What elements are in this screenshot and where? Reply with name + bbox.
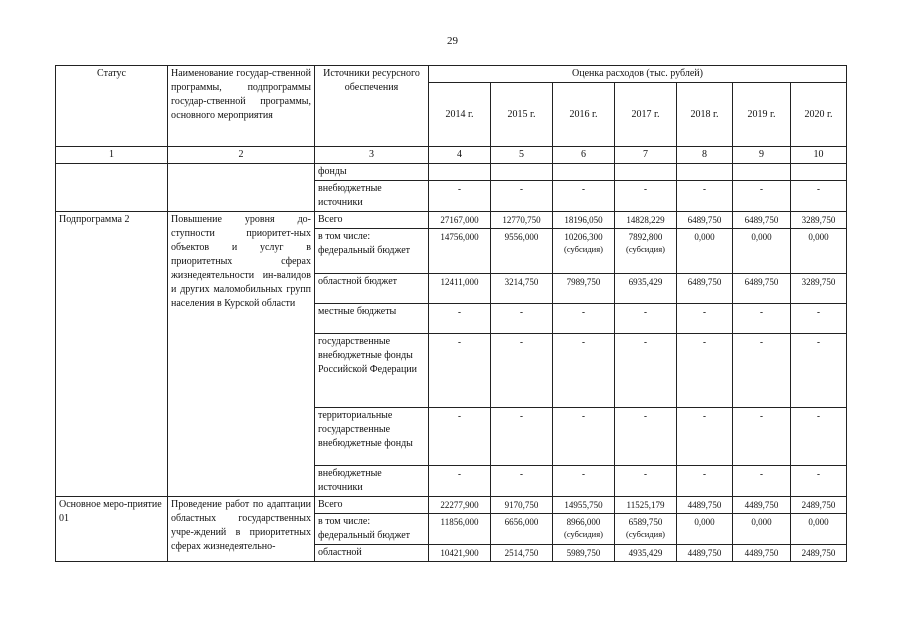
cell-value: - <box>817 307 820 317</box>
row-status: Основное меро-приятие 01 <box>56 497 168 562</box>
value-cell <box>553 497 615 514</box>
cell-value: - <box>817 184 820 194</box>
cell-value: - <box>644 184 647 194</box>
cell-note: (субсидия) <box>626 244 665 254</box>
page-number: 29 <box>447 35 458 47</box>
table-row <box>56 212 847 229</box>
value-cell <box>491 545 553 562</box>
value-cell <box>429 212 491 229</box>
cell-value: - <box>582 469 585 479</box>
cell-value: - <box>644 411 647 421</box>
cell-value: 0,000 <box>808 517 829 527</box>
cell-value: - <box>458 307 461 317</box>
cell-value: 2489,750 <box>801 500 836 510</box>
cell-value: - <box>644 307 647 317</box>
cell-value: 14756,000 <box>440 232 479 242</box>
value-cell <box>791 514 847 545</box>
value-cell <box>615 497 677 514</box>
value-cell <box>791 334 847 408</box>
value-cell <box>491 304 553 334</box>
value-cell <box>733 229 791 274</box>
header-status: Статус <box>56 66 168 147</box>
cell-value: 3289,750 <box>801 277 836 287</box>
value-cell <box>733 466 791 497</box>
row-source: государственные внебюджетные фонды Российской Федерации <box>315 334 429 408</box>
cell-value: 6489,750 <box>744 215 779 225</box>
value-cell <box>791 164 847 181</box>
cell-value: 4489,750 <box>687 548 722 558</box>
value-cell <box>791 181 847 212</box>
value-cell <box>491 514 553 545</box>
cell-value: - <box>760 184 763 194</box>
value-cell <box>677 181 733 212</box>
row-source: фонды <box>315 164 429 181</box>
value-cell <box>429 334 491 408</box>
column-index: 8 <box>677 147 733 164</box>
cell-value: - <box>817 411 820 421</box>
cell-value: 12411,000 <box>440 277 479 287</box>
value-cell <box>677 274 733 304</box>
value-cell <box>429 181 491 212</box>
cell-value: 7892,800 <box>628 232 663 242</box>
cell-value: 9556,000 <box>504 232 539 242</box>
cell-value: 11856,000 <box>440 517 479 527</box>
cell-value: - <box>760 307 763 317</box>
value-cell <box>677 334 733 408</box>
value-cell <box>553 212 615 229</box>
value-cell <box>733 334 791 408</box>
value-cell <box>733 212 791 229</box>
value-cell <box>491 466 553 497</box>
value-cell <box>491 164 553 181</box>
value-cell <box>553 514 615 545</box>
cell-value: 6489,750 <box>744 277 779 287</box>
cell-value: 27167,000 <box>440 215 479 225</box>
value-cell <box>615 334 677 408</box>
value-cell <box>677 514 733 545</box>
cell-value: 11525,179 <box>626 500 665 510</box>
row-source: в том числе: федеральный бюджет <box>315 514 429 545</box>
cell-note: (субсидия) <box>564 244 603 254</box>
header-year: 2015 г. <box>491 83 553 147</box>
cell-note: (субсидия) <box>564 529 603 539</box>
row-source: Всего <box>315 212 429 229</box>
cell-value: - <box>817 469 820 479</box>
value-cell <box>733 164 791 181</box>
cell-value: - <box>582 184 585 194</box>
cell-value: 6589,750 <box>628 517 663 527</box>
value-cell <box>553 304 615 334</box>
value-cell <box>733 304 791 334</box>
table-row <box>56 497 847 514</box>
header-year: 2019 г. <box>733 83 791 147</box>
cell-value: 6935,429 <box>628 277 663 287</box>
header-year: 2017 г. <box>615 83 677 147</box>
cell-value: 6656,000 <box>504 517 539 527</box>
row-source: областной бюджет <box>315 274 429 304</box>
cell-value: 0,000 <box>751 517 772 527</box>
cell-value: 4489,750 <box>744 548 779 558</box>
value-cell <box>615 408 677 466</box>
cell-value: 3214,750 <box>504 277 539 287</box>
value-cell <box>429 229 491 274</box>
row-source: Всего <box>315 497 429 514</box>
header-row-1 <box>56 66 847 83</box>
cell-value: - <box>760 337 763 347</box>
cell-value: 14828,229 <box>626 215 665 225</box>
value-cell <box>429 514 491 545</box>
value-cell <box>615 274 677 304</box>
value-cell <box>677 497 733 514</box>
value-cell <box>491 408 553 466</box>
cell-value: 9170,750 <box>504 500 539 510</box>
value-cell <box>677 212 733 229</box>
column-index: 9 <box>733 147 791 164</box>
cell-value: 18196,050 <box>564 215 603 225</box>
value-cell <box>615 164 677 181</box>
value-cell <box>791 274 847 304</box>
value-cell <box>553 466 615 497</box>
cell-note: (субсидия) <box>626 529 665 539</box>
cell-value: - <box>760 411 763 421</box>
value-cell <box>429 545 491 562</box>
column-index: 6 <box>553 147 615 164</box>
cell-value: - <box>817 337 820 347</box>
value-cell <box>791 497 847 514</box>
cell-value: - <box>520 337 523 347</box>
cell-value: 22277,900 <box>440 500 479 510</box>
value-cell <box>615 304 677 334</box>
value-cell <box>491 212 553 229</box>
cell-value: - <box>582 307 585 317</box>
row-source: местные бюджеты <box>315 304 429 334</box>
value-cell <box>491 334 553 408</box>
cell-value: 14955,750 <box>564 500 603 510</box>
value-cell <box>429 466 491 497</box>
row-name: Проведение работ по адаптации областных государственных учре-ждений в приоритетных сферах жизнедеятельно- <box>168 497 315 562</box>
value-cell <box>791 408 847 466</box>
value-cell <box>677 229 733 274</box>
value-cell <box>733 274 791 304</box>
cell-value: 7989,750 <box>566 277 601 287</box>
cell-value: - <box>644 469 647 479</box>
value-cell <box>791 229 847 274</box>
row-name <box>168 164 315 212</box>
column-index: 5 <box>491 147 553 164</box>
value-cell <box>733 497 791 514</box>
column-index: 4 <box>429 147 491 164</box>
column-index: 10 <box>791 147 847 164</box>
cell-value: - <box>458 411 461 421</box>
table-row <box>56 164 847 181</box>
column-index: 1 <box>56 147 168 164</box>
cell-value: 4489,750 <box>687 500 722 510</box>
header-year: 2020 г. <box>791 83 847 147</box>
cell-value: - <box>703 184 706 194</box>
value-cell <box>791 466 847 497</box>
cell-value: - <box>644 337 647 347</box>
row-source: внебюджетные источники <box>315 466 429 497</box>
value-cell <box>615 212 677 229</box>
value-cell <box>491 229 553 274</box>
cell-value: 4489,750 <box>744 500 779 510</box>
value-cell <box>733 514 791 545</box>
value-cell <box>429 497 491 514</box>
cell-value: - <box>760 469 763 479</box>
value-cell <box>491 181 553 212</box>
value-cell <box>733 181 791 212</box>
column-index-row <box>56 147 847 164</box>
header-sources: Источники ресурсного обеспечения <box>315 66 429 147</box>
cell-value: - <box>703 469 706 479</box>
cell-value: 2489,750 <box>801 548 836 558</box>
value-cell <box>615 181 677 212</box>
cell-value: 5989,750 <box>566 548 601 558</box>
cell-value: - <box>520 307 523 317</box>
value-cell <box>615 466 677 497</box>
header-year: 2018 г. <box>677 83 733 147</box>
cell-value: - <box>458 469 461 479</box>
column-index: 3 <box>315 147 429 164</box>
cell-value: 3289,750 <box>801 215 836 225</box>
value-cell <box>677 408 733 466</box>
value-cell <box>553 164 615 181</box>
value-cell <box>791 212 847 229</box>
column-index: 7 <box>615 147 677 164</box>
row-status: Подпрограмма 2 <box>56 212 168 497</box>
value-cell <box>429 164 491 181</box>
row-source: в том числе: федеральный бюджет <box>315 229 429 274</box>
cell-value: - <box>582 337 585 347</box>
value-cell <box>491 274 553 304</box>
value-cell <box>791 545 847 562</box>
value-cell <box>615 545 677 562</box>
cell-value: 10421,900 <box>440 548 479 558</box>
value-cell <box>615 229 677 274</box>
value-cell <box>553 274 615 304</box>
cell-value: 0,000 <box>694 232 715 242</box>
value-cell <box>553 229 615 274</box>
budget-table <box>55 65 847 562</box>
row-name: Повышение уровня до-ступности приоритет-ных объектов и услуг в приоритетных сферах жизнедеятельности ин-валидов и других маломобильных групп населения в Курской области <box>168 212 315 497</box>
value-cell <box>791 304 847 334</box>
cell-value: 0,000 <box>751 232 772 242</box>
value-cell <box>677 545 733 562</box>
cell-value: - <box>520 469 523 479</box>
cell-value: 10206,300 <box>564 232 603 242</box>
cell-value: 6489,750 <box>687 277 722 287</box>
value-cell <box>553 408 615 466</box>
column-index: 2 <box>168 147 315 164</box>
row-source: внебюджетные источники <box>315 181 429 212</box>
cell-value: - <box>703 307 706 317</box>
cell-value: 0,000 <box>808 232 829 242</box>
value-cell <box>733 545 791 562</box>
value-cell <box>615 514 677 545</box>
cell-value: 12770,750 <box>502 215 541 225</box>
row-source: территориальные государственные внебюджетные фонды <box>315 408 429 466</box>
value-cell <box>429 274 491 304</box>
cell-value: 0,000 <box>694 517 715 527</box>
cell-value: 8966,000 <box>566 517 601 527</box>
cell-value: - <box>703 411 706 421</box>
value-cell <box>677 466 733 497</box>
cell-value: - <box>520 184 523 194</box>
header-estimate: Оценка расходов (тыс. рублей) <box>429 66 847 83</box>
cell-value: - <box>458 184 461 194</box>
value-cell <box>553 334 615 408</box>
value-cell <box>491 497 553 514</box>
cell-value: - <box>582 411 585 421</box>
header-year: 2014 г. <box>429 83 491 147</box>
value-cell <box>677 304 733 334</box>
value-cell <box>429 304 491 334</box>
value-cell <box>733 408 791 466</box>
cell-value: 2514,750 <box>504 548 539 558</box>
value-cell <box>677 164 733 181</box>
row-status <box>56 164 168 212</box>
cell-value: - <box>458 337 461 347</box>
value-cell <box>553 545 615 562</box>
cell-value: 4935,429 <box>628 548 663 558</box>
header-name: Наименование государ-ственной программы, подпрограммы государ-ственной программы, основного мероприятия <box>168 66 315 147</box>
row-source: областной <box>315 545 429 562</box>
cell-value: - <box>520 411 523 421</box>
cell-value: - <box>703 337 706 347</box>
cell-value: 6489,750 <box>687 215 722 225</box>
value-cell <box>553 181 615 212</box>
value-cell <box>429 408 491 466</box>
header-year: 2016 г. <box>553 83 615 147</box>
